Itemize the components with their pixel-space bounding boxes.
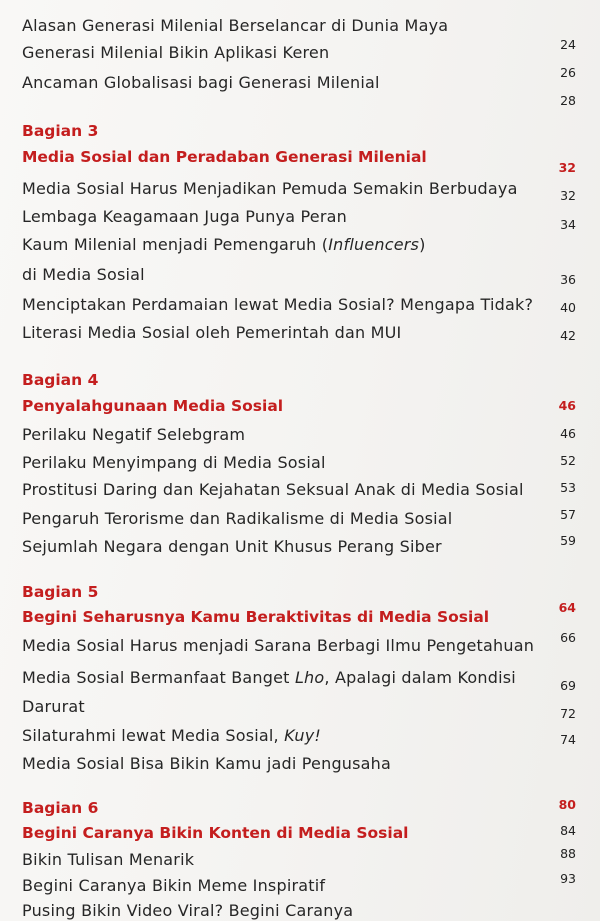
toc-entry: Media Sosial Harus menjadi Sarana Berbagi Ilmu Pengetahuan bbox=[22, 636, 535, 655]
toc-entry-text: Silaturahmi lewat Media Sosial, bbox=[22, 726, 285, 745]
toc-entry: Begini Caranya Bikin Meme Inspiratif bbox=[22, 876, 326, 895]
page-number: 57 bbox=[560, 507, 576, 522]
page-number: 36 bbox=[560, 272, 576, 287]
toc-entry bbox=[22, 726, 321, 746]
section-label: Bagian 3 bbox=[22, 122, 99, 140]
toc-entry: Darurat bbox=[22, 697, 85, 716]
page-number: 52 bbox=[560, 453, 576, 468]
page-number: 69 bbox=[560, 678, 576, 693]
page-number: 40 bbox=[560, 300, 576, 315]
toc-entry: di Media Sosial bbox=[22, 265, 145, 284]
toc-entry-italic: Kuy! bbox=[284, 726, 322, 745]
section-label: Bagian 5 bbox=[22, 583, 99, 601]
toc-entry: Pengaruh Terorisme dan Radikalisme di Media Sosial bbox=[22, 509, 453, 528]
page-number: 46 bbox=[558, 398, 576, 413]
toc-entry-italic: Lho bbox=[294, 668, 325, 687]
page-number: 34 bbox=[560, 217, 576, 232]
toc-entry-text: , Apalagi dalam Kondisi bbox=[324, 668, 516, 687]
toc-entry: Ancaman Globalisasi bagi Generasi Milenial bbox=[22, 73, 380, 92]
page-number: 24 bbox=[560, 37, 576, 52]
toc-entry: Literasi Media Sosial oleh Pemerintah dan MUI bbox=[22, 323, 402, 342]
toc-entry: Sejumlah Negara dengan Unit Khusus Perang Siber bbox=[22, 537, 442, 556]
page-number: 88 bbox=[560, 846, 576, 861]
toc-entry-text: Kaum Milenial menjadi Pemengaruh ( bbox=[22, 235, 329, 254]
toc-entry: Lembaga Keagamaan Juga Punya Peran bbox=[22, 207, 347, 226]
page-number: 84 bbox=[560, 823, 576, 838]
toc-entry-italic: Influencers bbox=[328, 235, 420, 254]
section-title: Begini Seharusnya Kamu Beraktivitas di Media Sosial bbox=[22, 608, 490, 626]
page-number: 66 bbox=[560, 630, 576, 645]
page-number: 74 bbox=[560, 732, 576, 747]
toc-entry: Menciptakan Perdamaian lewat Media Sosial? Mengapa Tidak? bbox=[22, 295, 534, 314]
toc-entry: Bikin Tulisan Menarik bbox=[22, 850, 195, 869]
section-title: Penyalahgunaan Media Sosial bbox=[22, 397, 284, 415]
page-number: 93 bbox=[560, 871, 576, 886]
toc-entry: Perilaku Negatif Selebgram bbox=[22, 425, 246, 444]
toc-entry: Alasan Generasi Milenial Berselancar di Dunia Maya bbox=[22, 16, 449, 35]
toc-entry-text: ) bbox=[419, 235, 426, 254]
page-number: 32 bbox=[560, 188, 576, 203]
toc-entry-text: Media Sosial Bermanfaat Banget bbox=[22, 668, 295, 687]
page-number: 80 bbox=[558, 797, 576, 812]
section-label: Bagian 4 bbox=[22, 371, 99, 389]
section-title: Media Sosial dan Peradaban Generasi Milenial bbox=[22, 148, 427, 166]
section-title: Begini Caranya Bikin Konten di Media Sosial bbox=[22, 824, 409, 842]
page-number: 64 bbox=[558, 600, 576, 615]
toc-entry bbox=[22, 668, 516, 688]
page-number: 72 bbox=[560, 706, 576, 721]
page-number: 32 bbox=[558, 160, 576, 175]
page-number: 26 bbox=[560, 65, 576, 80]
toc-entry bbox=[22, 235, 426, 255]
toc-entry: Pusing Bikin Video Viral? Begini Caranya bbox=[22, 901, 354, 920]
page-number: 46 bbox=[560, 426, 576, 441]
toc-entry: Perilaku Menyimpang di Media Sosial bbox=[22, 453, 326, 472]
toc-entry: Media Sosial Harus Menjadikan Pemuda Semakin Berbudaya bbox=[22, 179, 518, 198]
toc-entry: Generasi Milenial Bikin Aplikasi Keren bbox=[22, 43, 330, 62]
page-number: 53 bbox=[560, 480, 576, 495]
page-number: 59 bbox=[560, 533, 576, 548]
page-number: 28 bbox=[560, 93, 576, 108]
section-label: Bagian 6 bbox=[22, 799, 99, 817]
toc-entry: Prostitusi Daring dan Kejahatan Seksual Anak di Media Sosial bbox=[22, 480, 524, 499]
page-number: 42 bbox=[560, 328, 576, 343]
toc-entry: Media Sosial Bisa Bikin Kamu jadi Pengusaha bbox=[22, 754, 392, 773]
